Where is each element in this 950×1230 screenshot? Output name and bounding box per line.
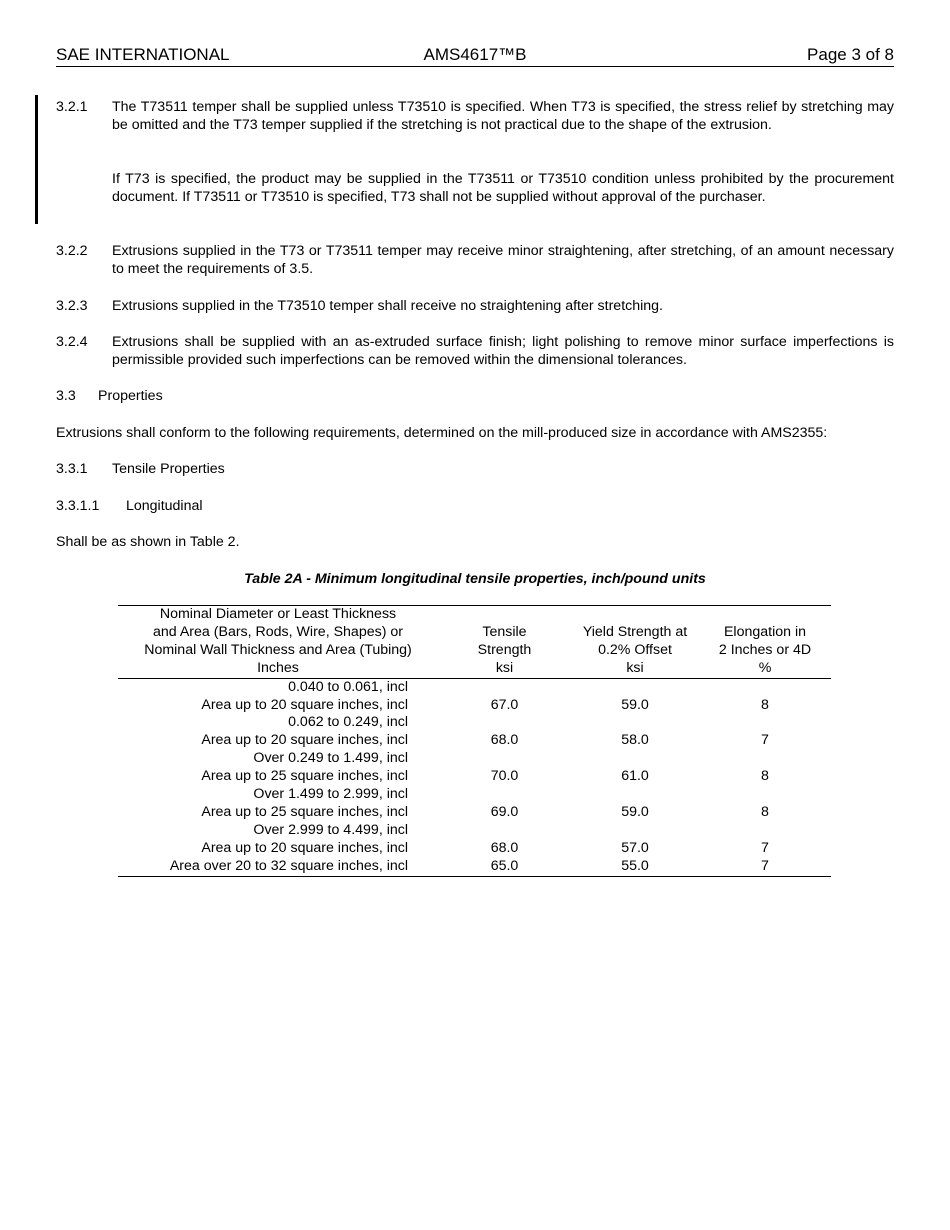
cell-tensile: 68.0: [490, 732, 519, 749]
cell-size: Area up to 25 square inches, incl: [201, 803, 408, 820]
page-header: [56, 44, 894, 67]
section-3-3-1-1-text: Shall be as shown in Table 2.: [56, 534, 240, 550]
cell-elongation: 8: [761, 696, 769, 713]
header-elongation-line: %: [758, 659, 772, 676]
cell-yield: 61.0: [621, 768, 649, 785]
header-elongation-line: 2 Inches or 4D: [718, 641, 812, 658]
cell-elongation: [699, 678, 831, 696]
header-tensile-line: Strength: [477, 641, 532, 658]
section-3-2-1-paragraph-2: If T73 is specified, the product may be supplied in the T73511 or T73510 condition unless prohibited by the procurement document. If T73511 or T73510 is specified, T73 shall not be supplied without approval of the purchaser.: [112, 171, 894, 205]
cell-size: Area over 20 to 32 square inches, incl: [169, 857, 408, 874]
cell-size: 0.062 to 0.249, incl: [288, 714, 408, 731]
section-3-2-3-text: Extrusions supplied in the T73510 temper shall receive no straightening after stretching.: [112, 298, 663, 314]
revision-change-bar: [35, 95, 38, 224]
table-row: [118, 858, 831, 876]
cell-tensile: 69.0: [490, 803, 519, 820]
header-tensile-line: ksi: [495, 659, 514, 676]
cell-yield: 57.0: [621, 839, 649, 856]
cell-tensile: [438, 822, 571, 840]
cell-size: Area up to 20 square inches, incl: [201, 839, 408, 856]
tensile-properties-table: [118, 605, 831, 877]
header-elongation: [699, 606, 831, 679]
cell-size: Area up to 25 square inches, incl: [201, 768, 408, 785]
table-row: [118, 732, 831, 750]
cell-size: Over 2.999 to 4.499, incl: [253, 821, 408, 838]
section-number-3-3-1-1: 3.3.1.1: [56, 498, 100, 514]
header-size-line: Nominal Wall Thickness and Area (Tubing): [144, 641, 412, 658]
table-row: [118, 786, 831, 804]
cell-elongation: [699, 822, 831, 840]
table-row: [118, 714, 831, 732]
cell-size: Area up to 20 square inches, incl: [201, 696, 408, 713]
section-3-2-4-text: Extrusions shall be supplied with an as-extruded surface finish; light polishing to remove minor surface imperfections is permissible provided such imperfections can be removed within the dimensional tolerances.: [112, 334, 894, 368]
cell-yield: [571, 822, 699, 840]
cell-yield: [571, 786, 699, 804]
cell-elongation: [699, 786, 831, 804]
header-yield-line: ksi: [626, 659, 644, 676]
cell-yield: 58.0: [621, 732, 649, 749]
header-yield-line: Yield Strength at: [582, 623, 688, 640]
header-size-line: and Area (Bars, Rods, Wire, Shapes) or: [153, 623, 403, 640]
cell-size: Over 0.249 to 1.499, incl: [253, 750, 408, 767]
cell-tensile: 68.0: [490, 839, 519, 856]
table-row: [118, 750, 831, 768]
cell-elongation: 7: [761, 857, 769, 874]
section-number-3-2-3: 3.2.3: [56, 298, 88, 314]
header-size: [118, 606, 438, 679]
cell-elongation: 8: [761, 768, 769, 785]
section-3-3-1-title: Tensile Properties: [112, 461, 225, 477]
table-row: [118, 822, 831, 840]
section-number-3-3-1: 3.3.1: [56, 461, 88, 477]
header-yield: [571, 606, 699, 679]
section-3-3-1-1-title: Longitudinal: [126, 498, 203, 514]
cell-tensile: [438, 786, 571, 804]
cell-size: 0.040 to 0.061, incl: [288, 678, 408, 695]
cell-elongation: 7: [761, 839, 769, 856]
cell-elongation: [699, 714, 831, 732]
table-row: [118, 678, 831, 696]
cell-yield: [571, 750, 699, 768]
section-3-3-title: Properties: [98, 388, 163, 404]
header-tensile-line: Tensile: [482, 623, 527, 640]
cell-elongation: 8: [761, 803, 769, 820]
section-3-3-text: Extrusions shall conform to the following requirements, determined on the mill-produced size in accordance with AMS2355:: [56, 425, 828, 441]
cell-yield: [571, 678, 699, 696]
cell-yield: [571, 714, 699, 732]
header-size-line: Inches: [257, 659, 299, 676]
table-header-row: [118, 606, 831, 679]
table-row: [118, 840, 831, 858]
table-caption: Table 2A - Minimum longitudinal tensile properties, inch/pound units: [244, 571, 706, 587]
cell-elongation: [699, 750, 831, 768]
header-yield-line: 0.2% Offset: [598, 641, 672, 658]
section-number-3-2-2: 3.2.2: [56, 243, 88, 259]
cell-tensile: 65.0: [490, 857, 519, 874]
cell-size: Over 1.499 to 2.999, incl: [253, 786, 408, 803]
table-row: [118, 804, 831, 822]
cell-tensile: 70.0: [490, 768, 519, 785]
cell-elongation: 7: [761, 732, 769, 749]
cell-yield: 55.0: [621, 857, 649, 874]
cell-tensile: 67.0: [490, 696, 519, 713]
cell-tensile: [438, 750, 571, 768]
section-number-3-3: 3.3: [56, 388, 76, 404]
section-3-2-2-text: Extrusions supplied in the T73 or T73511 temper may receive minor straightening, after stretching, of an amount necessary to meet the requirements of 3.5.: [112, 243, 894, 277]
section-number-3-2-1: 3.2.1: [56, 99, 88, 115]
cell-tensile: [438, 678, 571, 696]
cell-yield: 59.0: [621, 803, 649, 820]
section-number-3-2-4: 3.2.4: [56, 334, 88, 350]
table-row: [118, 697, 831, 715]
table-row: [118, 768, 831, 786]
section-3-2-1-paragraph-1: The T73511 temper shall be supplied unless T73510 is specified. When T73 is specified, the stress relief by stretching may be omitted and the T73 temper supplied if the stretching is not practical due to the shape of the extrusion.: [112, 99, 894, 133]
header-size-line: Nominal Diameter or Least Thickness: [159, 606, 397, 622]
cell-tensile: [438, 714, 571, 732]
header-elongation-line: Elongation in: [723, 623, 807, 640]
cell-size: Area up to 20 square inches, incl: [201, 732, 408, 749]
header-organization: SAE INTERNATIONAL: [56, 45, 230, 64]
header-document-id: AMS4617™B: [423, 45, 527, 64]
cell-yield: 59.0: [621, 696, 649, 713]
header-tensile: [438, 606, 571, 679]
header-page-number: Page 3 of 8: [807, 45, 894, 64]
